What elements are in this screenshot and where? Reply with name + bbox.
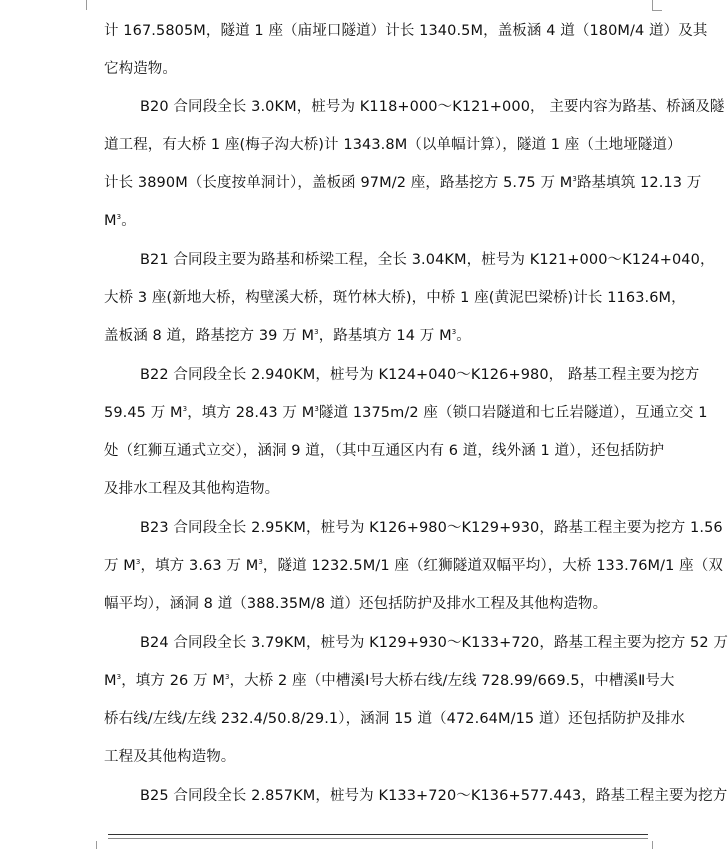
superscript: 3	[314, 405, 319, 413]
text-line	[140, 516, 723, 540]
text-run: 盖板涵 8 道，路基挖方 39 万 M	[104, 328, 315, 344]
margin-corner-mark	[652, 10, 662, 11]
text-line	[104, 209, 652, 233]
text-run: ，路基填方 14 万 M	[318, 328, 452, 344]
text-line	[104, 592, 652, 616]
text-run: 万 M	[104, 558, 136, 574]
text-run: 处（红狮互通式立交），涵洞 9 道，（其中互通区内有 6 道，线外涵 1 道），还包括防护	[104, 443, 665, 459]
text-run: B21 合同段主要为路基和桥梁工程，全长 3.04KM，桩号为 K121+000～K124+040，	[140, 252, 715, 268]
text-line	[104, 745, 652, 769]
text-run: B24 合同段全长 3.79KM，桩号为 K129+930～K133+720，路基工程主要为挖方 52 万	[140, 635, 728, 651]
text-run: 计 167.5805M，隧道 1 座（庙垭口隧道）计长 1340.5M，盖板涵 4 道（180M/4 道）及其	[104, 23, 708, 39]
text-line	[104, 133, 682, 157]
text-run: 计长 3890M（长度按单洞计），盖板函 97M/2 座，路基挖方 5.75 万 M	[104, 175, 573, 191]
text-run: ，填方 26 万 M	[121, 673, 225, 689]
text-run: ，填方 3.63 万 M	[140, 558, 259, 574]
margin-corner-mark	[652, 841, 653, 849]
page-bottom-rule-2	[108, 838, 648, 839]
text-line	[140, 248, 715, 272]
text-line	[104, 19, 708, 43]
text-run: 路基填筑 12.13 万	[576, 175, 702, 191]
text-line	[104, 401, 708, 425]
text-run: ，大桥 2 座（中槽溪Ⅰ号大桥右线/左线 728.99/669.5，中槽溪Ⅱ号大	[229, 673, 675, 689]
text-line	[104, 439, 665, 463]
superscript: 3	[258, 558, 263, 566]
text-line	[104, 707, 685, 731]
text-line	[104, 554, 723, 578]
superscript: 3	[224, 673, 230, 681]
superscript: 3	[135, 558, 141, 566]
text-run: ，填方 28.43 万 M	[187, 405, 315, 421]
superscript: 3	[182, 405, 188, 413]
text-run: M	[104, 213, 117, 229]
text-run: 桥右线/左线/左线 232.4/50.8/29.1），涵洞 15 道（472.64M/15 道）还包括防护及排水	[104, 711, 685, 727]
text-line	[104, 477, 652, 501]
text-line	[140, 784, 728, 808]
text-line	[140, 95, 725, 119]
margin-corner-mark	[96, 841, 97, 849]
text-run: B25 合同段全长 2.857KM，桩号为 K133+720～K136+577.443，路基工程主要为挖方	[140, 788, 728, 804]
superscript: 3	[451, 328, 457, 336]
text-line	[140, 363, 700, 387]
text-run: ，隧道 1232.5M/1 座（红狮隧道双幅平均），大桥 133.76M/1 座（双	[262, 558, 723, 574]
superscript: 3	[116, 673, 122, 681]
text-run: 。	[456, 328, 471, 344]
text-run: 隧道 1375m/2 座（锁口岩隧道和七丘岩隧道），互通立交 1	[318, 405, 708, 421]
text-run: 幅平均），涵洞 8 道（388.35M/8 道）还包括防护及排水工程及其他构造物。	[104, 596, 608, 612]
text-line	[104, 324, 652, 348]
text-line	[104, 171, 702, 195]
superscript: 3	[572, 175, 577, 183]
text-line	[104, 669, 675, 693]
text-run: 及排水工程及其他构造物。	[104, 481, 280, 497]
text-run: 59.45 万 M	[104, 405, 183, 421]
text-run: 它构造物。	[104, 61, 177, 77]
text-run: 工程及其他构造物。	[104, 749, 236, 765]
superscript: 3	[314, 328, 319, 336]
text-run: M	[104, 673, 117, 689]
text-run: B23 合同段全长 2.95KM，桩号为 K126+980～K129+930，路基工程主要为挖方 1.56	[140, 520, 723, 536]
text-run: 大桥 3 座(新地大桥，构壁溪大桥，斑竹林大桥)，中桥 1 座(黄泥巴梁桥)计长 1163.6M，	[104, 290, 686, 306]
text-run: B20 合同段全长 3.0KM，桩号为 K118+000～K121+000， 主要内容为路基、桥涵及隧	[140, 99, 725, 115]
text-run: 。	[121, 213, 136, 229]
margin-corner-mark	[652, 0, 653, 10]
text-run: B22 合同段全长 2.940KM，桩号为 K124+040～K126+980， 路基工程主要为挖方	[140, 367, 700, 383]
page-bottom-rule	[108, 834, 648, 835]
text-run: 道工程，有大桥 1 座(梅子沟大桥)计 1343.8M（以单幅计算），隧道 1 座（土地垭隧道）	[104, 137, 682, 153]
text-line	[140, 631, 728, 655]
text-line	[104, 286, 686, 310]
superscript: 3	[116, 213, 122, 221]
text-line	[104, 57, 652, 81]
margin-corner-mark	[86, 0, 87, 10]
